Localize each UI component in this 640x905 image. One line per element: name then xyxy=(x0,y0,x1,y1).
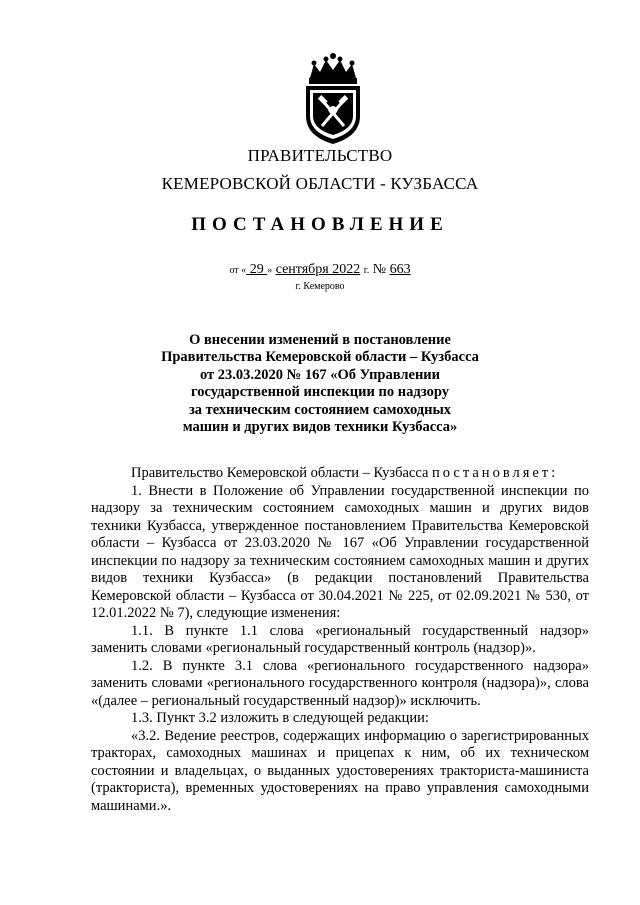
date-number-line xyxy=(0,262,640,278)
city-name: г. Кемерово xyxy=(295,281,345,292)
title-line: за техническим состоянием самоходных xyxy=(188,401,452,418)
org-name-line1: ПРАВИТЕЛЬСТВО xyxy=(247,146,393,165)
document-body xyxy=(91,465,589,815)
paragraph-1-3: 1.3. Пункт 3.2 изложить в следующей редакции: xyxy=(131,710,429,726)
title-line: машин и других видов техники Кузбасса» xyxy=(182,419,458,436)
paragraph-1: 1. Внести в Положение об Управлении государственной инспекции по надзору за техническим состоянием самоходных машин и других видов техники Кузбасса, утвержденное постановлением Правительства Кемеровской области – Кузбасса от 23.03.2020 № 167 «Об Управлении государственной инспекции по надзору за техническим состоянием самоходных машин и других видов техники Кузбасса» (в редакции постановлений Правительства Кемеровской области – Кузбасса от 30.04.2021 № 225, от 02.09.2021 № 530, от 12.01.2022 № 7), следующие изменения: xyxy=(91,482,589,621)
paragraph-1-1: 1.1. В пункте 1.1 слова «региональный государственный надзор» заменить словами «региональный государственный контроль (надзор)». xyxy=(91,622,589,656)
title-line: Правительства Кемеровской области – Кузбасса xyxy=(161,349,479,366)
org-name-line2: КЕМЕРОВСКОЙ ОБЛАСТИ - КУЗБАССА xyxy=(161,174,479,193)
date-prefix: от « xyxy=(229,265,247,276)
document-type: ПОСТАНОВЛЕНИЕ xyxy=(191,214,449,235)
paragraph-3-2: «3.2. Ведение реестров, содержащих информацию о зарегистрированных тракторах, самоходных машинах и прицепах к ним, об их техническом состоянии и владельцах, о выданных удостоверениях тракториста-машиниста (тракториста), временных удостоверениях на право управления самоходными машинами.». xyxy=(91,727,589,814)
title-line: О внесении изменений в постановление xyxy=(189,332,451,348)
title-line: государственной инспекции по надзору xyxy=(191,384,449,401)
coat-of-arms-icon xyxy=(300,50,366,146)
document-number: 663 xyxy=(389,262,411,277)
title-line: от 23.03.2020 № 167 «Об Управлении xyxy=(199,366,441,383)
paragraph-1-2: 1.2. В пункте 3.1 слова «регионального государственного надзора» заменить словами «регионального государственного контроля (надзора)», слова «(далее – региональный государственный надзор)» исключить. xyxy=(91,657,589,709)
date-month-year: сентября 2022 xyxy=(275,262,361,277)
date-year-suffix: г. xyxy=(363,265,370,276)
intro-paragraph: Правительство Кемеровской области – Кузбасса постановляет: xyxy=(131,465,559,481)
document-title xyxy=(0,332,640,436)
number-prefix: № xyxy=(372,262,387,277)
date-day: 29 xyxy=(249,262,264,277)
date-mid: » xyxy=(267,265,273,276)
